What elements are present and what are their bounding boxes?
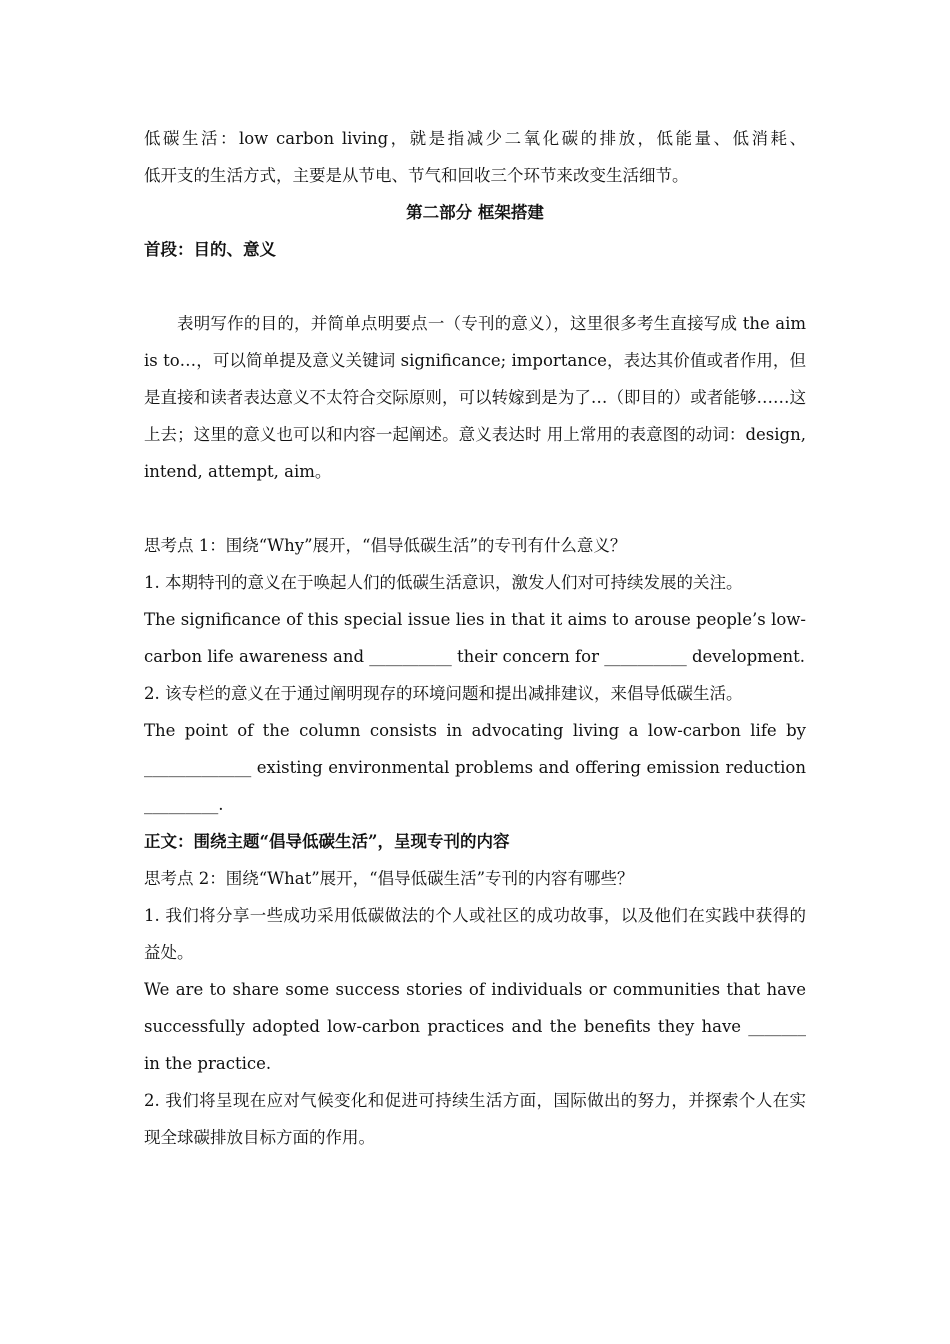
intro-line-1: 低碳生活：low carbon living，就是指减少二氧化碳的排放，低能量、低消耗、 — [144, 129, 806, 148]
section1-paragraph: 表明写作的目的，并简单点明要点一（专刊的意义），这里很多考生直接写成 the aim is to…，可以简单提及意义关键词 significance; importance，表达其价值或者作用，但是直接和读者表达意义不太符合交际原则，可以转嫁到是为了…（即目的）或者能够……这上去；这里的意义也可以和内容一起阐述。意义表达时 用上常用的表意图的动词：design, intend, attempt, aim。 — [144, 314, 807, 481]
think1-item2-cn: 2. 该专栏的意义在于通过阐明现存的环境问题和提出减排建议，来倡导低碳生活。 — [144, 684, 743, 703]
spacer — [144, 490, 806, 527]
think2-item2-cn: 2. 我们将呈现在应对气候变化和促进可持续生活方面，国际做出的努力，并探索个人在实现全球碳排放目标方面的作用。 — [144, 1091, 806, 1147]
think2-item1-cn: 1. 我们将分享一些成功采用低碳做法的个人或社区的成功故事，以及他们在实践中获得的益处。 — [144, 906, 806, 962]
think1-item1-cn: 1. 本期特刊的意义在于唤起人们的低碳生活意识，激发人们对可持续发展的关注。 — [144, 573, 743, 592]
section2-heading: 正文：围绕主题“倡导低碳生活”，呈现专刊的内容 — [144, 832, 510, 851]
think1-item2-en: The point of the column consists in advocating living a low-carbon life by _____________ existing environmental problems and offering emission reduction _________. — [144, 721, 806, 814]
think1-item1-en: The significance of this special issue lies in that it aims to arouse people’s low-carbon life awareness and __________ their concern for __________ development. — [144, 610, 806, 666]
think1-question: 思考点 1：围绕“Why”展开，“倡导低碳生活”的专刊有什么意义？ — [144, 536, 627, 555]
part2-title: 第二部分 框架搭建 — [406, 203, 544, 222]
intro-line-2: 低开支的生活方式，主要是从节电、节气和回收三个环节来改变生活细节。 — [144, 166, 689, 185]
document-content — [144, 120, 806, 1156]
spacer — [144, 268, 806, 305]
section1-heading: 首段：目的、意义 — [144, 240, 276, 259]
think2-item1-en: We are to share some success stories of individuals or communities that have successfully adopted low-carbon practices and the benefits they have _______ in the practice. — [144, 980, 806, 1073]
think2-question: 思考点 2：围绕“What”展开，“倡导低碳生活”专刊的内容有哪些？ — [144, 869, 634, 888]
